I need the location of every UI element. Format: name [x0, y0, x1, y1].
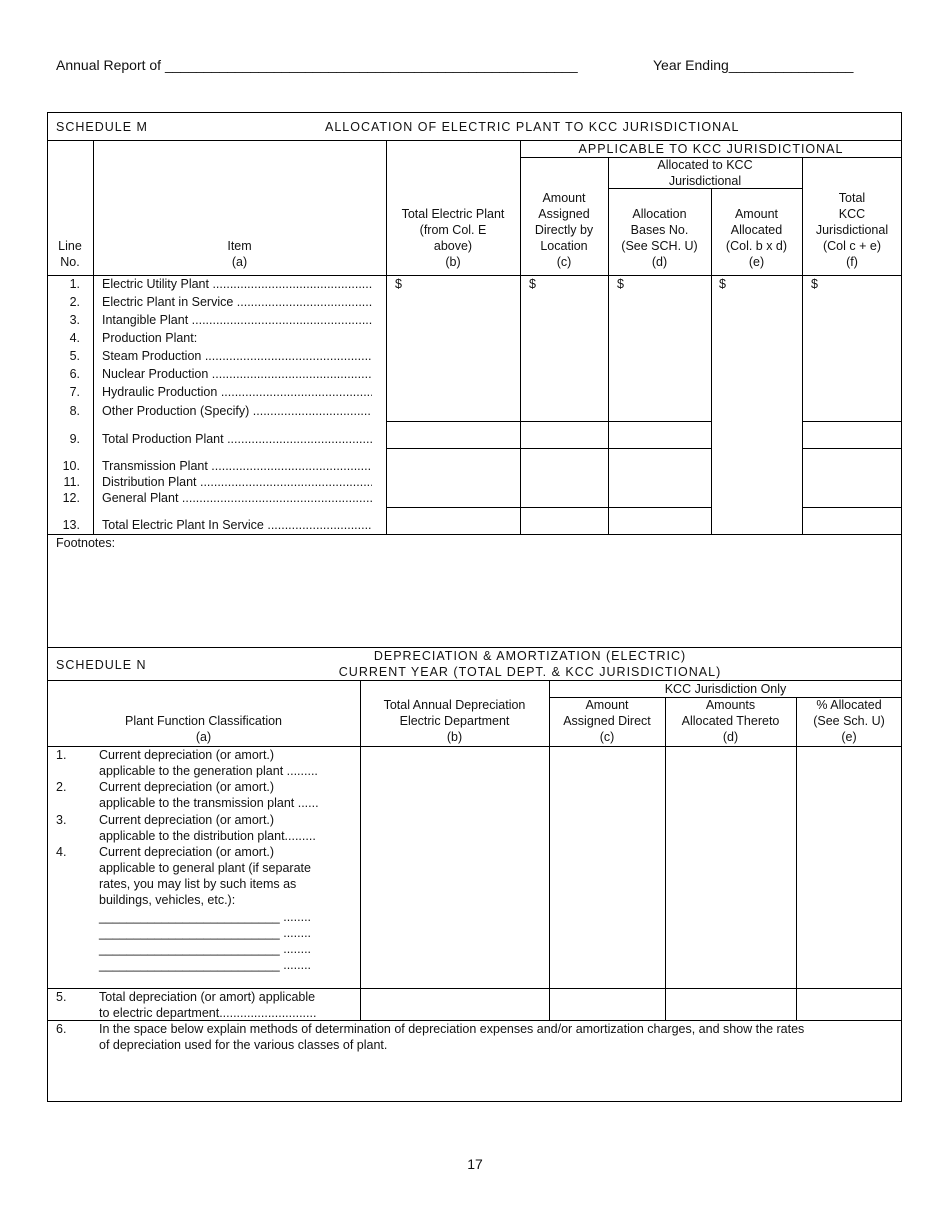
- row-item: Nuclear Production .....: [102, 366, 372, 382]
- col-d-header-3: (See SCH. U): [621, 239, 698, 253]
- n-row-no: 5.: [56, 990, 67, 1004]
- n-row-text: rates, you may list by such items as: [99, 877, 297, 891]
- row-item: Total Production Plant .....: [102, 431, 372, 447]
- schedule-n-title-1: DEPRECIATION & AMORTIZATION (ELECTRIC): [373, 649, 687, 663]
- n-row-text: Current depreciation (or amort.): [99, 748, 275, 762]
- row-item: Electric Plant in Service .....: [102, 294, 372, 310]
- col-f-header-2: KCC: [838, 207, 866, 221]
- col-c-header-4: Location: [540, 239, 588, 253]
- row-no: 5.: [69, 349, 80, 363]
- row-item: Hydraulic Production .....: [102, 384, 372, 400]
- row-item: Total Electric Plant In Service .....: [102, 517, 372, 533]
- n-col-e-letter: (e): [841, 730, 857, 744]
- n-row-text: to electric department............................: [99, 1006, 317, 1020]
- col-b-letter: (b): [445, 255, 461, 269]
- schedule-m-label: SCHEDULE M: [56, 120, 148, 134]
- row-item: Steam Production .....: [102, 348, 372, 364]
- applicable-kcc-header: APPLICABLE TO KCC JURISDICTIONAL: [578, 142, 844, 156]
- n-col-b-header-2: Electric Department: [399, 714, 510, 728]
- row-no: 6.: [69, 367, 80, 381]
- row-no: 9.: [69, 432, 80, 446]
- n-col-a-header: Plant Function Classification: [124, 714, 283, 728]
- col-line-header: Line: [58, 239, 82, 253]
- n-row-text: Current depreciation (or amort.): [99, 780, 275, 794]
- row-no: 8.: [69, 404, 80, 418]
- n-row-text: applicable to the transmission plant ......: [99, 796, 319, 810]
- schedule-m-title: ALLOCATION OF ELECTRIC PLANT TO KCC JURISDICTIONAL: [325, 120, 740, 134]
- row-no: 2.: [69, 295, 80, 309]
- col-line-header-2: No.: [60, 255, 80, 269]
- n-row-no: 6.: [56, 1022, 67, 1036]
- n-col-e-header-1: % Allocated: [816, 698, 882, 712]
- n-row-text: applicable to the generation plant .........: [99, 764, 318, 778]
- n-row-text: In the space below explain methods of determination of depreciation expenses and/or amortization charges, and show the rates: [99, 1022, 805, 1036]
- dollar-sign-d: $: [617, 277, 624, 291]
- n-col-b-header-1: Total Annual Depreciation: [383, 698, 526, 712]
- col-d-header-2: Bases No.: [630, 223, 689, 237]
- col-e-header-3: (Col. b x d): [725, 239, 788, 253]
- col-c-header-2: Assigned: [538, 207, 590, 221]
- col-e-header-2: Allocated: [730, 223, 783, 237]
- n-row-text: applicable to the distribution plant.........: [99, 829, 316, 843]
- dollar-sign-c: $: [529, 277, 536, 291]
- n-col-c-header-1: Amount: [585, 698, 629, 712]
- n-row-no: 3.: [56, 813, 67, 827]
- row-no: 4.: [69, 331, 80, 345]
- row-item: Transmission Plant .....: [102, 458, 372, 474]
- n-col-e-header-2: (See Sch. U): [813, 714, 885, 728]
- n-row-no: 2.: [56, 780, 67, 794]
- row-no: 7.: [69, 385, 80, 399]
- general-plant-item-input[interactable]: __________________________ ........: [99, 910, 312, 924]
- general-plant-item-input[interactable]: __________________________ ........: [99, 926, 312, 940]
- footnotes-area[interactable]: [56, 552, 896, 642]
- general-plant-item-input[interactable]: __________________________ ........: [99, 958, 312, 972]
- n-col-a-letter: (a): [195, 730, 212, 744]
- n-row-text: Current depreciation (or amort.): [99, 845, 275, 859]
- row-no: 3.: [69, 313, 80, 327]
- col-d-letter: (d): [651, 255, 668, 269]
- n-col-d-header-1: Amounts: [705, 698, 756, 712]
- col-d-header-1: Allocation: [632, 207, 687, 221]
- row-no: 11.: [63, 475, 80, 489]
- n-col-d-letter: (d): [722, 730, 739, 744]
- annual-report-label: Annual Report of: [56, 57, 162, 73]
- dollar-sign-f: $: [811, 277, 818, 291]
- n-col-d-header-2: Allocated Thereto: [681, 714, 780, 728]
- col-f-letter: (f): [846, 255, 858, 269]
- schedule-n-title-2: CURRENT YEAR (TOTAL DEPT. & KCC JURISDICTIONAL): [338, 665, 722, 679]
- col-b-header-1: Total Electric Plant: [401, 207, 505, 221]
- year-ending-label: Year Ending: [653, 57, 729, 73]
- row-item: Intangible Plant .....: [102, 312, 372, 328]
- dollar-sign-b: $: [395, 277, 402, 291]
- footnotes-label: Footnotes:: [56, 536, 116, 550]
- year-ending-line: [653, 57, 853, 73]
- col-b-header-3: above): [433, 239, 473, 253]
- row-no: 10.: [62, 459, 80, 473]
- col-f-header-3: Jurisdictional: [815, 223, 889, 237]
- n-row-text: of depreciation used for the various classes of plant.: [99, 1038, 388, 1052]
- n-row-text: Current depreciation (or amort.): [99, 813, 275, 827]
- row-item: Production Plant:: [102, 331, 198, 345]
- n-row-no: 4.: [56, 845, 67, 859]
- n-row-text: applicable to general plant (if separate: [99, 861, 311, 875]
- general-plant-item-input[interactable]: __________________________ ........: [99, 942, 312, 956]
- explanation-area[interactable]: [56, 1055, 896, 1097]
- annual-report-input[interactable]: _____________________________________________________: [164, 57, 578, 73]
- row-no: 13.: [62, 518, 80, 532]
- col-e-header-1: Amount: [734, 207, 779, 221]
- kcc-jurisdiction-header: KCC Jurisdiction Only: [664, 682, 787, 696]
- col-e-letter: (e): [748, 255, 765, 269]
- row-item: Electric Utility Plant .....: [102, 276, 372, 292]
- allocated-kcc-header-2: Jurisdictional: [668, 174, 742, 188]
- page-number: 17: [467, 1156, 483, 1172]
- row-item: General Plant .....: [102, 490, 372, 506]
- annual-report-line: [56, 57, 578, 73]
- n-row-text: buildings, vehicles, etc.):: [99, 893, 236, 907]
- col-item-header: Item: [227, 239, 252, 253]
- col-item-letter: (a): [231, 255, 248, 269]
- row-item: Distribution Plant .....: [102, 474, 372, 490]
- n-col-c-header-2: Assigned Direct: [563, 714, 651, 728]
- row-no: 1.: [69, 277, 80, 291]
- col-f-header-1: Total: [838, 191, 866, 205]
- col-f-header-4: (Col c + e): [822, 239, 881, 253]
- col-c-header-3: Directly by: [534, 223, 594, 237]
- col-c-header-1: Amount: [542, 191, 586, 205]
- n-col-b-letter: (b): [446, 730, 463, 744]
- year-ending-input[interactable]: ________________: [728, 57, 854, 73]
- dollar-sign-e: $: [719, 277, 726, 291]
- col-c-letter: (c): [556, 255, 572, 269]
- allocated-kcc-header-1: Allocated to KCC: [657, 158, 753, 172]
- n-col-c-letter: (c): [599, 730, 615, 744]
- col-b-header-2: (from Col. E: [419, 223, 487, 237]
- n-row-no: 1.: [56, 748, 67, 762]
- row-no: 12.: [62, 491, 80, 505]
- schedule-n-label: SCHEDULE N: [56, 658, 147, 672]
- row-item: Other Production (Specify) .....: [102, 403, 372, 419]
- n-row-text: Total depreciation (or amort) applicable: [99, 990, 316, 1004]
